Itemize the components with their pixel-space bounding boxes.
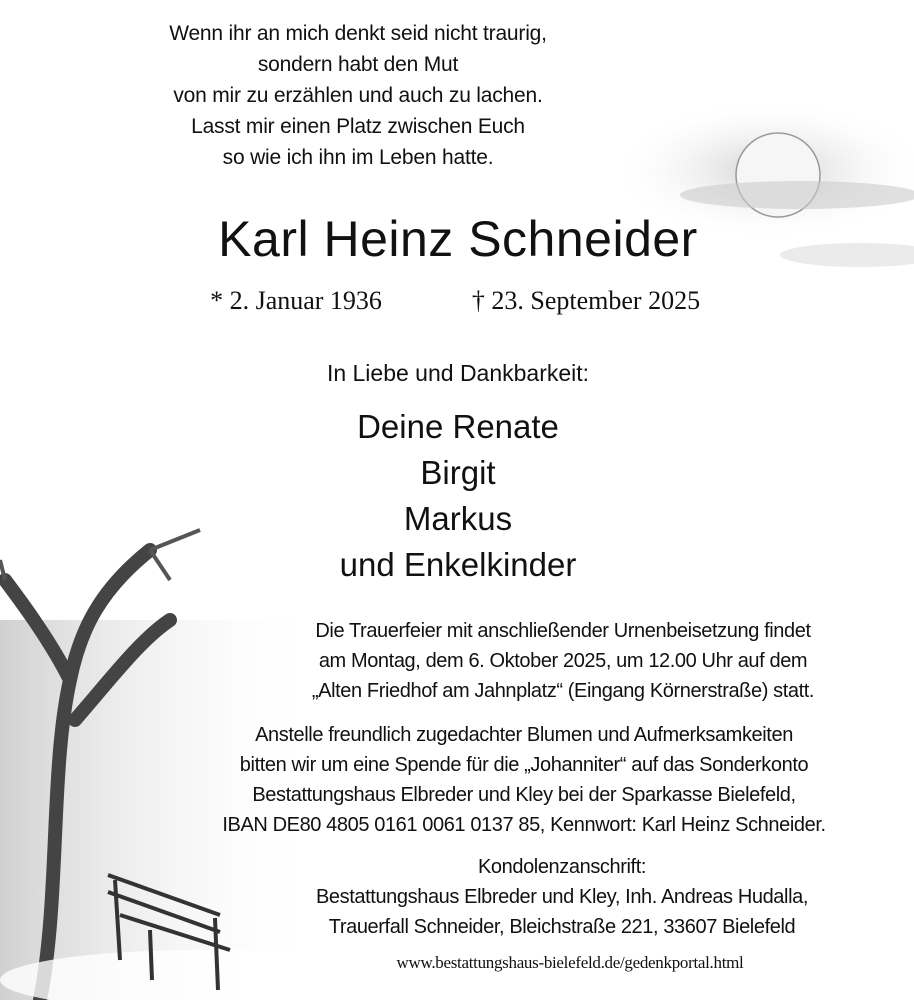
donation-line: Anstelle freundlich zugedachter Blumen und Aufmerksamkeiten [255,724,793,746]
service-line: am Montag, dem 6. Oktober 2025, um 12.00 Uhr auf dem [318,650,808,672]
donation-line: Bestattungshaus Elbreder und Kley bei der Sparkasse Bielefeld, [252,784,796,806]
condolence-line: Bestattungshaus Elbreder und Kley, Inh. Andreas Hudalla, [315,886,809,908]
family-member: Markus [403,500,513,537]
poem-line: Wenn ihr an mich denkt seid nicht traurig, [169,22,547,45]
birth-date: * 2. Januar 1936 [210,286,382,315]
poem-line: von mir zu erzählen und auch zu lachen. [173,84,543,107]
condolence-line: Trauerfall Schneider, Bleichstraße 221, 33607 Bielefeld [328,916,796,938]
service-line: „Alten Friedhof am Jahnplatz“ (Eingang Körnerstraße) statt. [311,680,815,702]
poem-line: so wie ich ihn im Leben hatte. [222,146,494,169]
dedication: In Liebe und Dankbarkeit: [326,360,590,386]
donation-line: IBAN DE80 4805 0161 0061 0137 85, Kennwort: Karl Heinz Schneider. [222,814,826,836]
family-member: und Enkelkinder [339,546,577,583]
condolence-line: Kondolenzanschrift: [477,856,647,878]
memorial-url[interactable]: www.bestattungshaus-bielefeld.de/gedenkportal.html [396,953,744,972]
poem-line: Lasst mir einen Platz zwischen Euch [191,115,525,138]
deceased-name: Karl Heinz Schneider [218,211,698,267]
poem-line: sondern habt den Mut [257,53,459,76]
family-member: Deine Renate [357,408,559,445]
death-date: † 23. September 2025 [471,286,701,315]
family-member: Birgit [420,454,496,491]
service-line: Die Trauerfeier mit anschließender Urnenbeisetzung findet [315,620,811,642]
donation-line: bitten wir um eine Spende für die „Johanniter“ auf das Sonderkonto [239,754,809,776]
